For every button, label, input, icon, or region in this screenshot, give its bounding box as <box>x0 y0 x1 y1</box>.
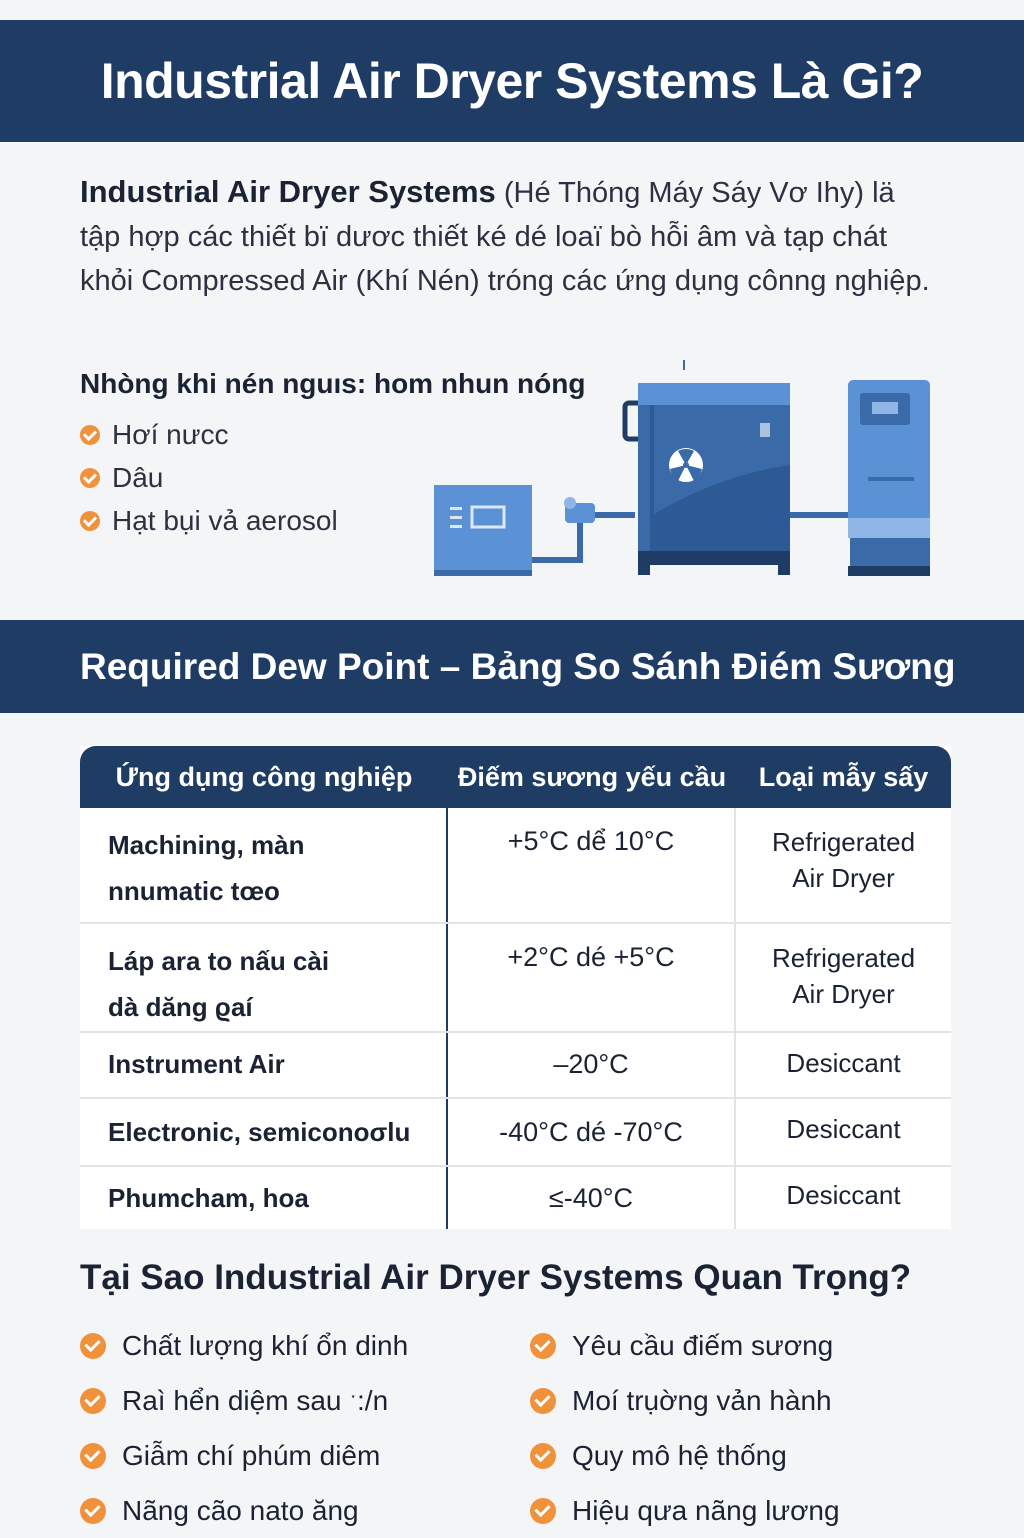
cell-dryer-type: Refrigerated Air Dryer <box>771 827 916 893</box>
list-item-label: Chất lượng khí ổn dinh <box>122 1329 409 1361</box>
list-item <box>530 1428 840 1483</box>
check-icon <box>530 1443 556 1469</box>
list-item-label: Hiệu qưa nãng lương <box>572 1494 840 1526</box>
cell-dew-point: –20°C <box>448 1033 736 1097</box>
cell-application: Instrument Air <box>80 1033 448 1097</box>
list-item <box>80 456 338 499</box>
fan-icon <box>669 448 703 482</box>
check-icon <box>80 425 100 445</box>
cell-application: Machining, màn nnumatic tœo <box>80 808 448 922</box>
compressor-tank-icon <box>625 360 790 575</box>
list-item-label: Raì hển diệm sau ˑ:/n <box>122 1384 389 1416</box>
dew-point-section-title: Required Dew Point – Bảng So Sánh Điém Sương <box>0 620 1024 713</box>
table-row <box>80 808 951 924</box>
valve-icon <box>564 497 595 523</box>
cell-application: Electronic, semiconoσlu <box>80 1099 448 1165</box>
list-item <box>530 1318 840 1373</box>
dew-point-table <box>80 746 951 1229</box>
list-item <box>530 1483 840 1538</box>
cell-dew-point: ≤-40°C <box>448 1167 736 1229</box>
air-dryer-illustration <box>420 355 940 585</box>
table-row <box>80 1099 951 1167</box>
why-section-title: Tại Sao Industrial Air Dryer Systems Quan Trọng? <box>80 1258 912 1297</box>
list-item <box>80 1428 408 1483</box>
list-item-label: Nãng cão nato ăng <box>122 1494 359 1526</box>
list-item <box>80 1373 408 1428</box>
check-icon <box>80 1498 106 1524</box>
cell-application: Phumcham, hoa <box>80 1167 448 1229</box>
contaminants-list <box>80 413 338 542</box>
cell-dew-point: -40°C dé -70°C <box>448 1099 736 1165</box>
cell-dew-point: +2°C dé +5°C <box>448 924 736 1031</box>
list-item-label: Moí trụờng vản hành <box>572 1384 832 1416</box>
list-item-label: Dâu <box>112 461 164 493</box>
check-icon <box>80 468 100 488</box>
cell-dryer-type: Refrigerated Air Dryer <box>771 943 916 1009</box>
list-item <box>80 499 338 542</box>
why-list-left <box>80 1318 408 1538</box>
intro-paragraph <box>80 170 940 303</box>
list-item <box>80 413 338 456</box>
list-item <box>530 1373 840 1428</box>
check-icon <box>80 1388 106 1414</box>
dryer-unit-icon <box>848 380 930 576</box>
table-row <box>80 1033 951 1099</box>
why-list-right <box>530 1318 840 1538</box>
table-header <box>80 746 951 808</box>
list-item-label: Giẫm chí phúm diêm <box>122 1439 381 1471</box>
check-icon <box>80 511 100 531</box>
column-header-application: Ứng dụng công nghiệp <box>115 761 413 792</box>
cell-dew-point: +5°C dể 10°C <box>448 808 736 922</box>
table-row <box>80 924 951 1033</box>
cell-dryer-type: Desiccant <box>786 1048 901 1078</box>
list-item-label: Yêu cầu điếm sương <box>572 1329 834 1361</box>
intro-body: lä tập hợp các thiết bï dươc thiết ké dé loaï bò hỗi âm và tạp chát khỏi Compressed Air (Khí Nén) tróng các ứng dụng cônng nghiệp. <box>80 177 930 297</box>
list-item-label: Hạt bụi vả aerosol <box>112 504 338 536</box>
intro-term-translation: (Hé Thóng Máy Sáy Vơ Ihy) <box>495 177 865 209</box>
column-header-dryer-type: Loại mẫy sấy <box>758 761 929 792</box>
page-title: Industrial Air Dryer Systems Là Gi? <box>0 20 1024 142</box>
contaminants-title: Nhòng khi nén nguıs: hom nhun nóng <box>80 368 586 399</box>
cell-dryer-type: Desiccant <box>786 1180 901 1210</box>
check-icon <box>80 1333 106 1359</box>
cell-application: Láp ara to nấu cài dà dăng ϱaí <box>80 924 448 1031</box>
check-icon <box>80 1443 106 1469</box>
list-item <box>80 1318 408 1373</box>
control-panel-icon <box>434 485 532 576</box>
check-icon <box>530 1498 556 1524</box>
cell-dryer-type: Desiccant <box>786 1114 901 1144</box>
intro-term: Industrial Air Dryer Systems <box>80 174 496 209</box>
list-item-label: Hơí nưcc <box>112 418 229 450</box>
check-icon <box>530 1333 556 1359</box>
check-icon <box>530 1388 556 1414</box>
list-item <box>80 1483 408 1538</box>
table-row <box>80 1167 951 1229</box>
column-header-dew-point: Điếm sương yếu cầu <box>457 761 727 792</box>
list-item-label: Quy mô hệ thống <box>572 1439 787 1471</box>
